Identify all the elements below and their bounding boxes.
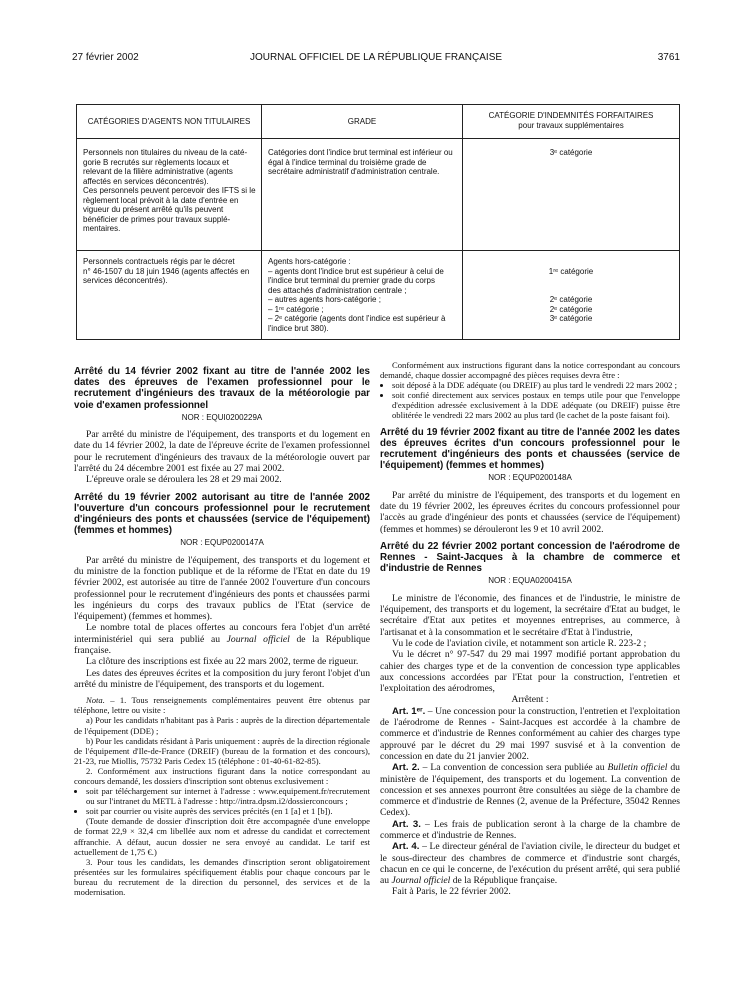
table-cell-categorie-row1: 3ᵉ catégorie [549, 148, 593, 157]
indemnity-table [76, 104, 680, 340]
article-title: Arrêté du 22 février 2002 portant concession de l'aérodrome de Rennes - Saint-Jacques à la chambre de commerce et d'industrie de Rennes [380, 540, 680, 575]
nota-list [74, 786, 370, 816]
article-label: Art. 3. [392, 818, 421, 830]
right-column [380, 360, 680, 898]
nota-paragraph: Nota. – 1. Tous renseignements complémentaires peuvent être obtenus par téléphone, lettre ou visite : [74, 695, 370, 716]
paragraph: La clôture des inscriptions est fixée au 22 mars 2002, terme de rigueur. [86, 656, 359, 668]
article-label: Art. 1ᵉʳ. [392, 705, 426, 717]
table-divider [77, 138, 679, 139]
list-item: • soit par téléchargement sur internet à l'adresse : www.equipement.fr/recrutement ou sur l'intranet du METL à l'adresse : http://intra.dpsm.i2/dossierconcours ; [86, 786, 370, 806]
paragraph: Par arrêté du ministre de l'équipement, des transports et du logement en date du 19 février 2002, les épreuves écrites du concours professionnel pour l'accès au grade d'ingénieur des ponts et chaussées (service de l'équipement) (femmes et hommes) se dérouleront les 9 et 10 avril 2002. [380, 489, 680, 535]
nota-item-3: 3. Pour tous les candidats, les demandes d'inscription seront obligatoirement présentées sur les formulaires spécifiquement établis pour chaque concours par le bureau du recrutement de la direction du personnel, des services et de la modernisation. [74, 856, 370, 898]
left-column [74, 360, 370, 897]
nor-reference: NOR : EQUP0200148A [488, 473, 572, 483]
list-item: • soit déposé à la DDE adéquate (ou DREIF) au plus tard le vendredi 22 mars 2002 ; [392, 380, 680, 390]
article-title: Arrêté du 19 février 2002 autorisant au titre de l'année 2002 l'ouverture d'un concours professionnel pour le recrutement d'ingénieurs des ponts et chaussées (service de l'équipement) (femmes et hommes) [74, 491, 370, 537]
article-title: Arrêté du 14 février 2002 fixant au titre de l'année 2002 les dates des épreuves de l'examen professionnel pour le recrutement d'ingénieurs des travaux de la météorologie par voie d'examen professionnel [74, 366, 370, 411]
paragraph: Vu le décret n° 97-547 du 29 mai 1997 modifié portant approbation du cahier des charges type et de la convention de concession type applicables aux concessions accordées par l'Etat pour la construction, l'entretien et l'exploitation des aérodromes, [380, 649, 680, 695]
table-cell-agents-row2: Personnels contractuels régis par le décret n° 46-1507 du 18 juin 1946 (agents affectés en services déconcentrés). [83, 257, 250, 285]
table-header-categorie: CATÉGORIE D'INDEMNITÉS FORFAITAIRES pour travaux supplémentaires [488, 111, 654, 130]
paragraph: Par arrêté du ministre de l'équipement, des transports et du logement en date du 14 février 2002, la date de l'épreuve écrite de l'examen professionnel pour le recrutement d'ingénieurs des travaux de la météorologie ouvert par l'arrêté du 24 décembre 2001 est fixée au 27 mai 2002. [74, 429, 370, 474]
table-cell-agents-row1: Personnels non titulaires du niveau de la caté- gorie B recrutés sur règlements locaux et relevant de la filière administrative (agents affectés en services déconcentrés). Ces personnels peuvent percevoir des IFTS si le règlement local prévoit à la date d'entrée en vigueur du présent arrêté qu'ils peuvent bénéficier de primes pour travaux supplé- mentaires. [83, 148, 256, 233]
header-page-number: 3761 [657, 52, 680, 63]
paragraph: Conformément aux instructions figurant dans la notice correspondant au concours demandé, chaque dossier accompagné des pièces requises devra être : [380, 360, 680, 381]
paragraph: L'épreuve orale se déroulera les 28 et 29 mai 2002. [86, 474, 282, 486]
nor-reference: NOR : EQUI0200229A [181, 412, 263, 422]
article-3: Art. 3. – Les frais de publication seront à la charge de la chambre de commerce et d'industrie de Rennes. [380, 818, 680, 841]
article-label: Art. 2. [392, 762, 420, 774]
article-2: Art. 2. – La convention de concession sera publiée au Bulletin officiel du ministère de l'équipement, des transports et du logement. La convention de concession et ses annexes pourront être consultées au siège de la chambre de commerce et d'industrie de Rennes (2, avenue de la Préfecture, 35042 Rennes Cedex). [380, 762, 680, 819]
table-cell-categorie-row2: 1ʳᵉ catégorie 2ᵉ catégorie 2ᵉ catégorie 3ᵉ catégorie [548, 266, 594, 323]
table-cell-grade-row2: Agents hors-catégorie : – agents dont l'indice brut est supérieur à celui de l'indice brut terminal du premier grade du corps des attachés d'administration centrale ; – autres agents hors-catégorie ; – 1ʳᵉ catégorie ; – 2ᵉ catégorie (agents dont l'indice est supérieur à l'indice brut 380). [268, 257, 446, 333]
article-1: Art. 1ᵉʳ. – Une concession pour la construction, l'entretien et l'exploitation de l'aérodrome de Rennes - Saint-Jacques est accordée à la chambre de commerce et d'industrie de Rennes conformément au cahier des charges type approuvé par le décret du 29 mai 1997 susvisé et à la convention de concession en date du 21 janvier 2002. [380, 705, 680, 762]
paragraph: Par arrêté du ministre de l'équipement, des transports et du logement et du ministre de la fonction publique et de la réforme de l'Etat en date du 19 février 2002, est autorisée au titre de l'année 2002 l'ouverture d'un concours professionnel pour le recrutement d'ingénieurs des ponts et chaussées parmi les ingénieurs du corps des travaux publics de l'Etat (service de l'équipement) (femmes et hommes). [74, 554, 370, 623]
header-date: 27 février 2002 [72, 52, 139, 63]
article-label: Art. 4. [392, 841, 420, 853]
paragraph: Les dates des épreuves écrites et la composition du jury feront l'objet d'un arrêté du ministre de l'équipement, des transports et du logement. [74, 667, 370, 690]
journal-officiel-italic: Journal officiel [391, 875, 451, 887]
paragraph: Le ministre de l'économie, des finances et de l'industrie, le ministre de l'équipement, des transports et du logement, la secrétaire d'Etat au budget, le secrétaire d'Etat aux petites et moyennes entreprises, au commerce, à l'artisanat et à la consommation et le secrétaire d'Etat à l'industrie, [380, 592, 680, 638]
nor-reference: NOR : EQUP0200147A [180, 538, 264, 548]
table-header-grade: GRADE [347, 117, 377, 126]
header-journal-title: JOURNAL OFFICIEL DE LA RÉPUBLIQUE FRANÇAISE [249, 52, 503, 63]
list-item: • soit confié directement aux services postaux en temps utile pour que l'enveloppe d'expédition adressée exclusivement à la DDE adéquate (ou DREIF) puisse être oblitérée le vendredi 22 mars 2002 au plus tard (le cachet de la poste faisant foi). [392, 390, 680, 420]
journal-officiel-italic: Journal officiel [226, 633, 290, 645]
nota-label: Nota. [86, 695, 105, 706]
nota-item-b: b) Pour les candidats résidant à Paris uniquement : auprès de la direction régionale de l'équipement d'Ile-de-France (DREIF) (bureau de la formation et des concours), 21-23, rue Miollis, 75732 Paris Cedex 15 (téléphone : 01-40-61-82-85). [74, 735, 370, 766]
nor-reference: NOR : EQUA0200415A [488, 576, 572, 586]
article-4: Art. 4. – Le directeur général de l'aviation civile, le directeur du budget et le sous-directeur des chambres de commerce et d'industrie sont chargés, chacun en ce qui le concerne, de l'exécution du présent arrêté, qui sera publié au Journal officiel de la République française. [380, 841, 680, 887]
nota-envelope: (Toute demande de dossier d'inscription doit être accompagnée d'une enveloppe de format 22,9 × 32,4 cm libellée aux nom et adresse du candidat et correctement affranchie. A défaut, aucun dossier ne sera envoyé au candidat. Le tarif est actuellement de 1,75 €.) [74, 816, 370, 857]
table-cell-grade-row1: Catégories dont l'indice brut terminal est inférieur ou égal à l'indice terminal du troisième grade de secrétaire administratif d'administration centrale. [268, 148, 453, 176]
table-header-agents: CATÉGORIES D'AGENTS NON TITULAIRES [87, 117, 251, 126]
table-divider [77, 250, 679, 251]
paragraph: Le nombre total de places offertes au concours fera l'objet d'un arrêté interministériel qui sera publié au Journal officiel de la République française. [74, 622, 371, 657]
table-divider [261, 105, 262, 339]
deposit-list [380, 380, 680, 420]
article-title: Arrêté du 19 février 2002 fixant au titre de l'année 2002 les dates des épreuves écrites d'un concours professionnel pour le recrutement d'ingénieurs des ponts et chaussées (service de l'équipement) (femmes et hommes) [380, 426, 680, 472]
running-header [72, 52, 680, 66]
bulletin-officiel-italic: Bulletin officiel [607, 762, 668, 774]
arretent-label: Arrêtent : [511, 694, 549, 706]
nota-item-2: 2. Conformément aux instructions figurant dans la notice correspondant au concours demandé, les dossiers d'inscription sont obtenus exclusivement : [74, 765, 370, 787]
signature-date: Fait à Paris, le 22 février 2002. [392, 886, 511, 898]
paragraph: Vu le code de l'aviation civile, et notamment son article R. 223-2 ; [392, 637, 647, 649]
list-item: • soit par courrier ou visite auprès des services précités (en 1 [a] et 1 [b]). [86, 806, 370, 816]
nota-item-a: a) Pour les candidats n'habitant pas à Paris : auprès de la direction départementale de l'équipement (DDE) ; [74, 715, 370, 736]
